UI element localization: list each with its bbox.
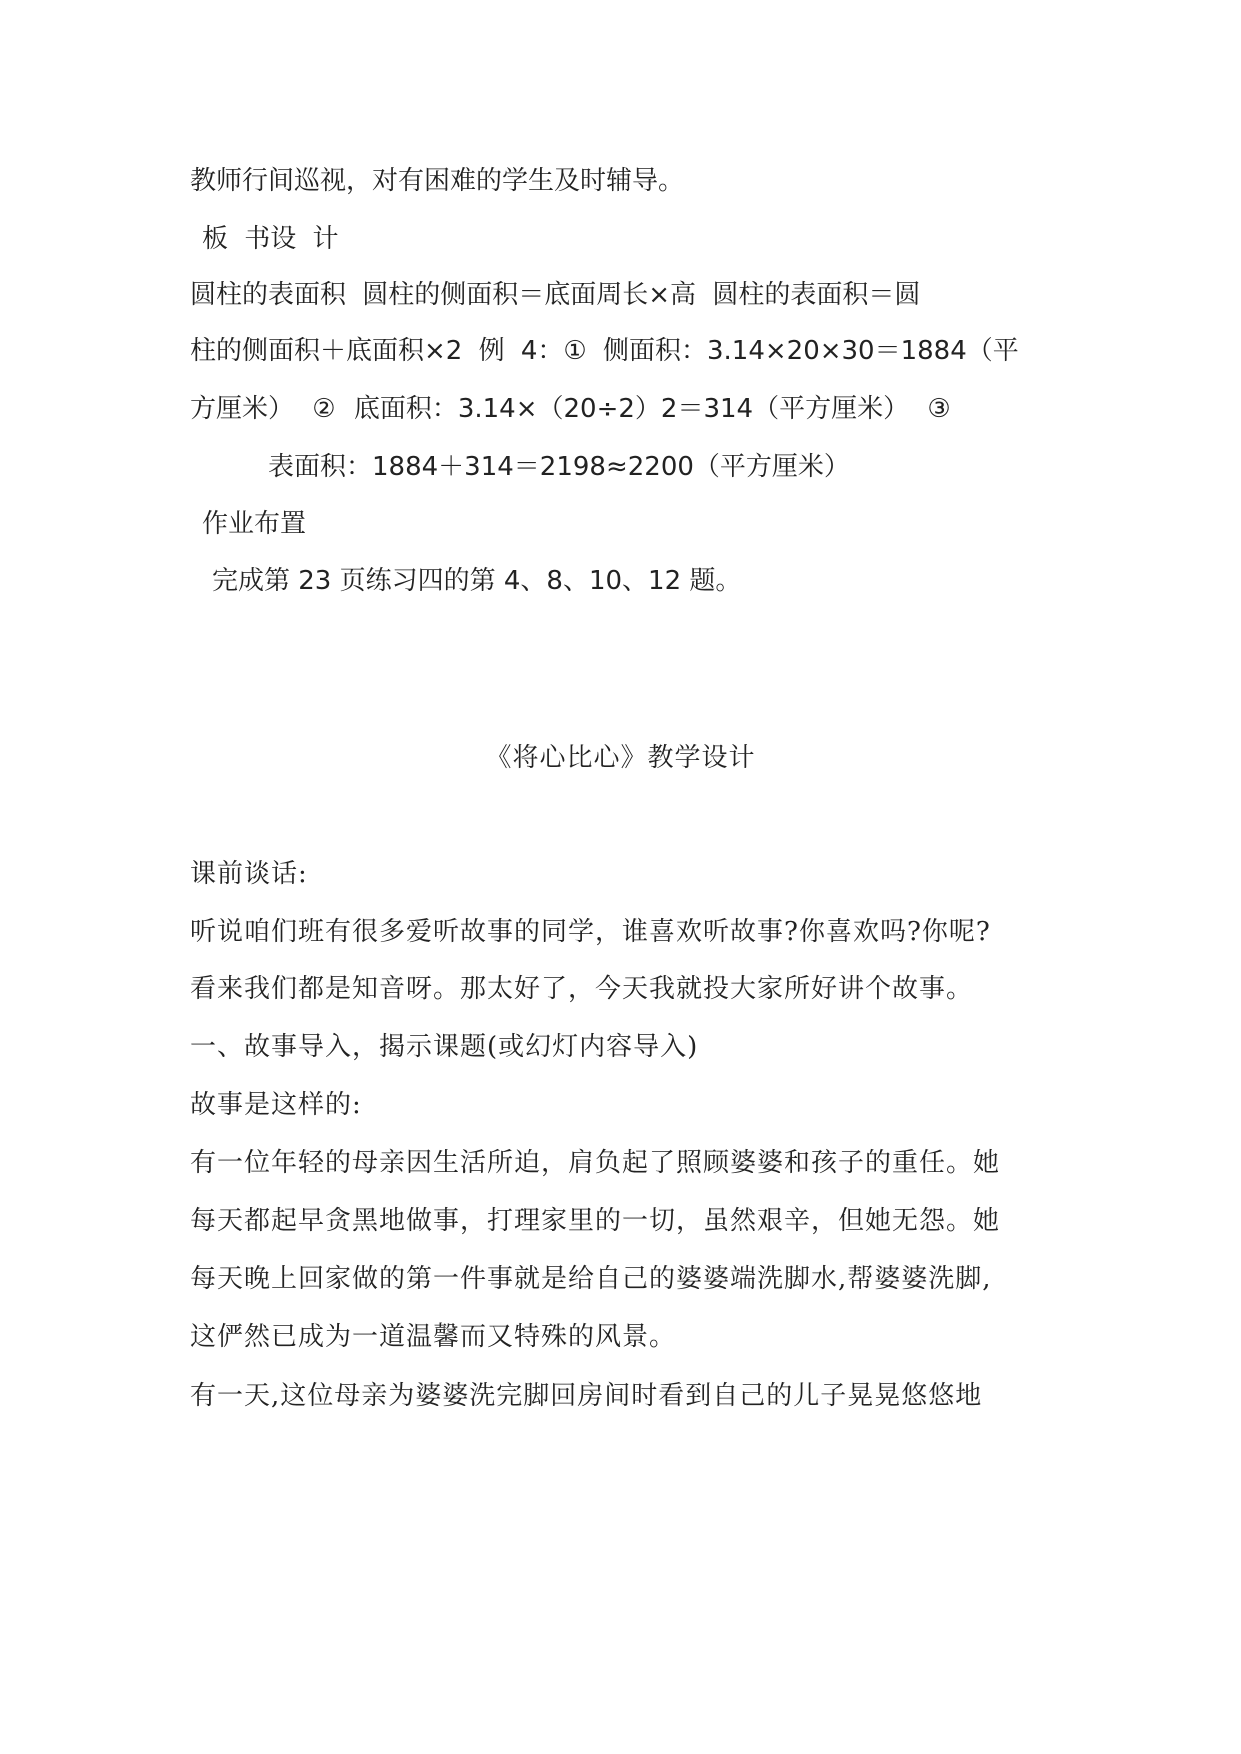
pre-class-talk-line-2: 看来我们都是知音呀。那太好了，今天我就投大家所好讲个故事。 [190,974,974,1004]
story-line-1: 有一位年轻的母亲因生活所迫，肩负起了照顾婆婆和孩子的重任。她 [190,1148,1001,1178]
pre-class-talk-line-1: 听说咱们班有很多爱听故事的同学，谁喜欢听故事?你喜欢吗?你呢? [190,917,991,947]
board-formula-line-3: 方厘米） ② 底面积：3.14×（20÷2）2＝314（平方厘米） ③ [190,394,951,424]
story-line-2: 每天都起早贪黑地做事，打理家里的一切，虽然艰辛，但她无怨。她 [190,1206,1001,1236]
homework-heading: 作业布置 [202,509,307,539]
board-formula-line-2: 柱的侧面积＋底面积×2 例 4：① 侧面积：3.14×20×30＝1884（平 [190,336,1019,366]
pre-class-talk-heading: 课前谈话: [190,859,308,889]
story-line-4: 这俨然已成为一道温馨而又特殊的风景。 [190,1322,677,1352]
board-formula-line-1: 圆柱的表面积 圆柱的侧面积＝底面周长×高 圆柱的表面积＝圆 [190,280,921,310]
board-design-heading: 板 书设 计 [202,224,339,254]
story-line-3: 每天晚上回家做的第一件事就是给自己的婆婆端洗脚水,帮婆婆洗脚, [190,1264,992,1294]
lesson-title: 《将心比心》教学设计 [485,743,756,773]
board-formula-line-4: 表面积：1884＋314＝2198≈2200（平方厘米） [268,452,850,482]
story-line-5: 有一天,这位母亲为婆婆洗完脚回房间时看到自己的儿子晃晃悠悠地 [190,1381,983,1411]
part-one-heading: 一、故事导入，揭示课题(或幻灯内容导入) [190,1032,699,1062]
teacher-guidance-line: 教师行间巡视，对有困难的学生及时辅导。 [190,166,685,196]
story-intro: 故事是这样的: [190,1090,362,1120]
homework-text: 完成第 23 页练习四的第 4、8、10、12 题。 [212,566,742,596]
